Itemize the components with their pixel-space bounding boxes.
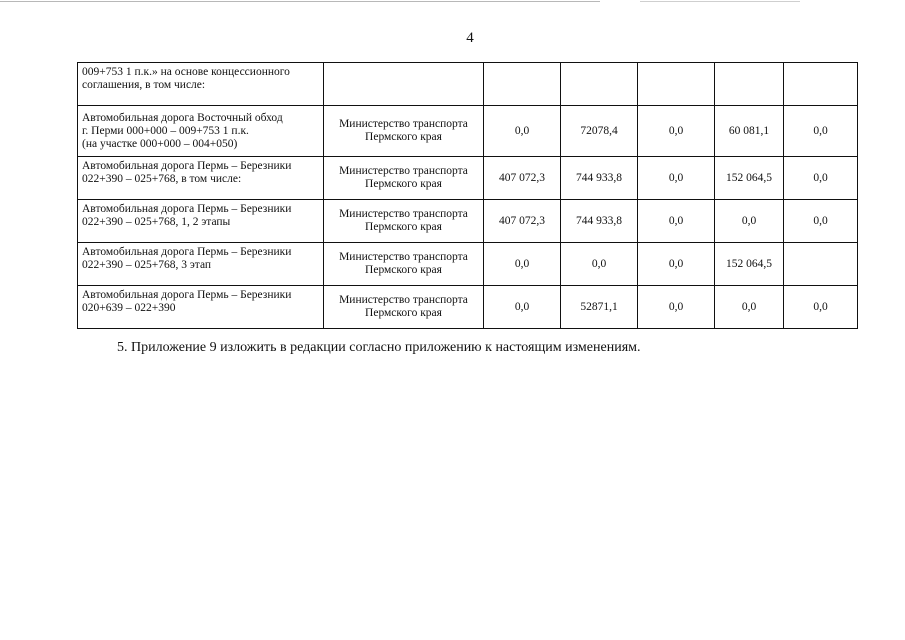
value-cell: 744 933,8 xyxy=(561,157,638,200)
value-cell: 0,0 xyxy=(784,157,858,200)
value-cell: 0,0 xyxy=(561,243,638,286)
object-name-cell: Автомобильная дорога Пермь – Березники 022+390 – 025+768, в том числе: xyxy=(78,157,324,200)
value-cell: 0,0 xyxy=(638,106,715,157)
value-cell xyxy=(715,63,784,106)
table-row xyxy=(78,106,858,157)
value-cell: 152 064,5 xyxy=(715,157,784,200)
value-cell: 0,0 xyxy=(484,243,561,286)
value-cell xyxy=(561,63,638,106)
value-cell: 744 933,8 xyxy=(561,200,638,243)
table-row xyxy=(78,63,858,106)
value-cell xyxy=(638,63,715,106)
value-cell: 152 064,5 xyxy=(715,243,784,286)
object-name-cell: Автомобильная дорога Восточный обход г. Перми 000+000 – 009+753 1 п.к. (на участке 000+000 – 004+050) xyxy=(78,106,324,157)
organization-cell: Министерство транспорта Пермского края xyxy=(324,286,484,329)
value-cell: 0,0 xyxy=(638,243,715,286)
value-cell: 0,0 xyxy=(484,106,561,157)
table-row xyxy=(78,200,858,243)
value-cell: 0,0 xyxy=(638,157,715,200)
table-row xyxy=(78,157,858,200)
value-cell: 0,0 xyxy=(715,200,784,243)
object-name-cell: 009+753 1 п.к.» на основе концессионного соглашения, в том числе: xyxy=(78,63,324,106)
object-name-cell: Автомобильная дорога Пермь – Березники 020+639 – 022+390 xyxy=(78,286,324,329)
value-cell: 0,0 xyxy=(638,286,715,329)
value-cell xyxy=(784,63,858,106)
amendment-paragraph: 5. Приложение 9 изложить в редакции согласно приложению к настоящим изменениям. xyxy=(117,340,641,355)
page-number: 4 xyxy=(466,30,474,46)
organization-cell: Министерство транспорта Пермского края xyxy=(324,200,484,243)
organization-cell: Министерство транспорта Пермского края xyxy=(324,243,484,286)
scan-edge-line-right xyxy=(640,1,800,2)
object-name-cell: Автомобильная дорога Пермь – Березники 022+390 – 025+768, 3 этап xyxy=(78,243,324,286)
value-cell: 407 072,3 xyxy=(484,157,561,200)
value-cell: 0,0 xyxy=(638,200,715,243)
value-cell: 0,0 xyxy=(715,286,784,329)
value-cell: 0,0 xyxy=(484,286,561,329)
organization-cell xyxy=(324,63,484,106)
object-name-cell: Автомобильная дорога Пермь – Березники 022+390 – 025+768, 1, 2 этапы xyxy=(78,200,324,243)
value-cell: 0,0 xyxy=(784,200,858,243)
table-row xyxy=(78,286,858,329)
scan-edge-line xyxy=(0,1,600,2)
value-cell: 0,0 xyxy=(784,286,858,329)
funding-table xyxy=(77,62,858,329)
value-cell xyxy=(784,243,858,286)
value-cell: 407 072,3 xyxy=(484,200,561,243)
value-cell: 0,0 xyxy=(784,106,858,157)
value-cell: 60 081,1 xyxy=(715,106,784,157)
value-cell: 72078,4 xyxy=(561,106,638,157)
table-row xyxy=(78,243,858,286)
organization-cell: Министерство транспорта Пермского края xyxy=(324,106,484,157)
organization-cell: Министерство транспорта Пермского края xyxy=(324,157,484,200)
value-cell xyxy=(484,63,561,106)
value-cell: 52871,1 xyxy=(561,286,638,329)
